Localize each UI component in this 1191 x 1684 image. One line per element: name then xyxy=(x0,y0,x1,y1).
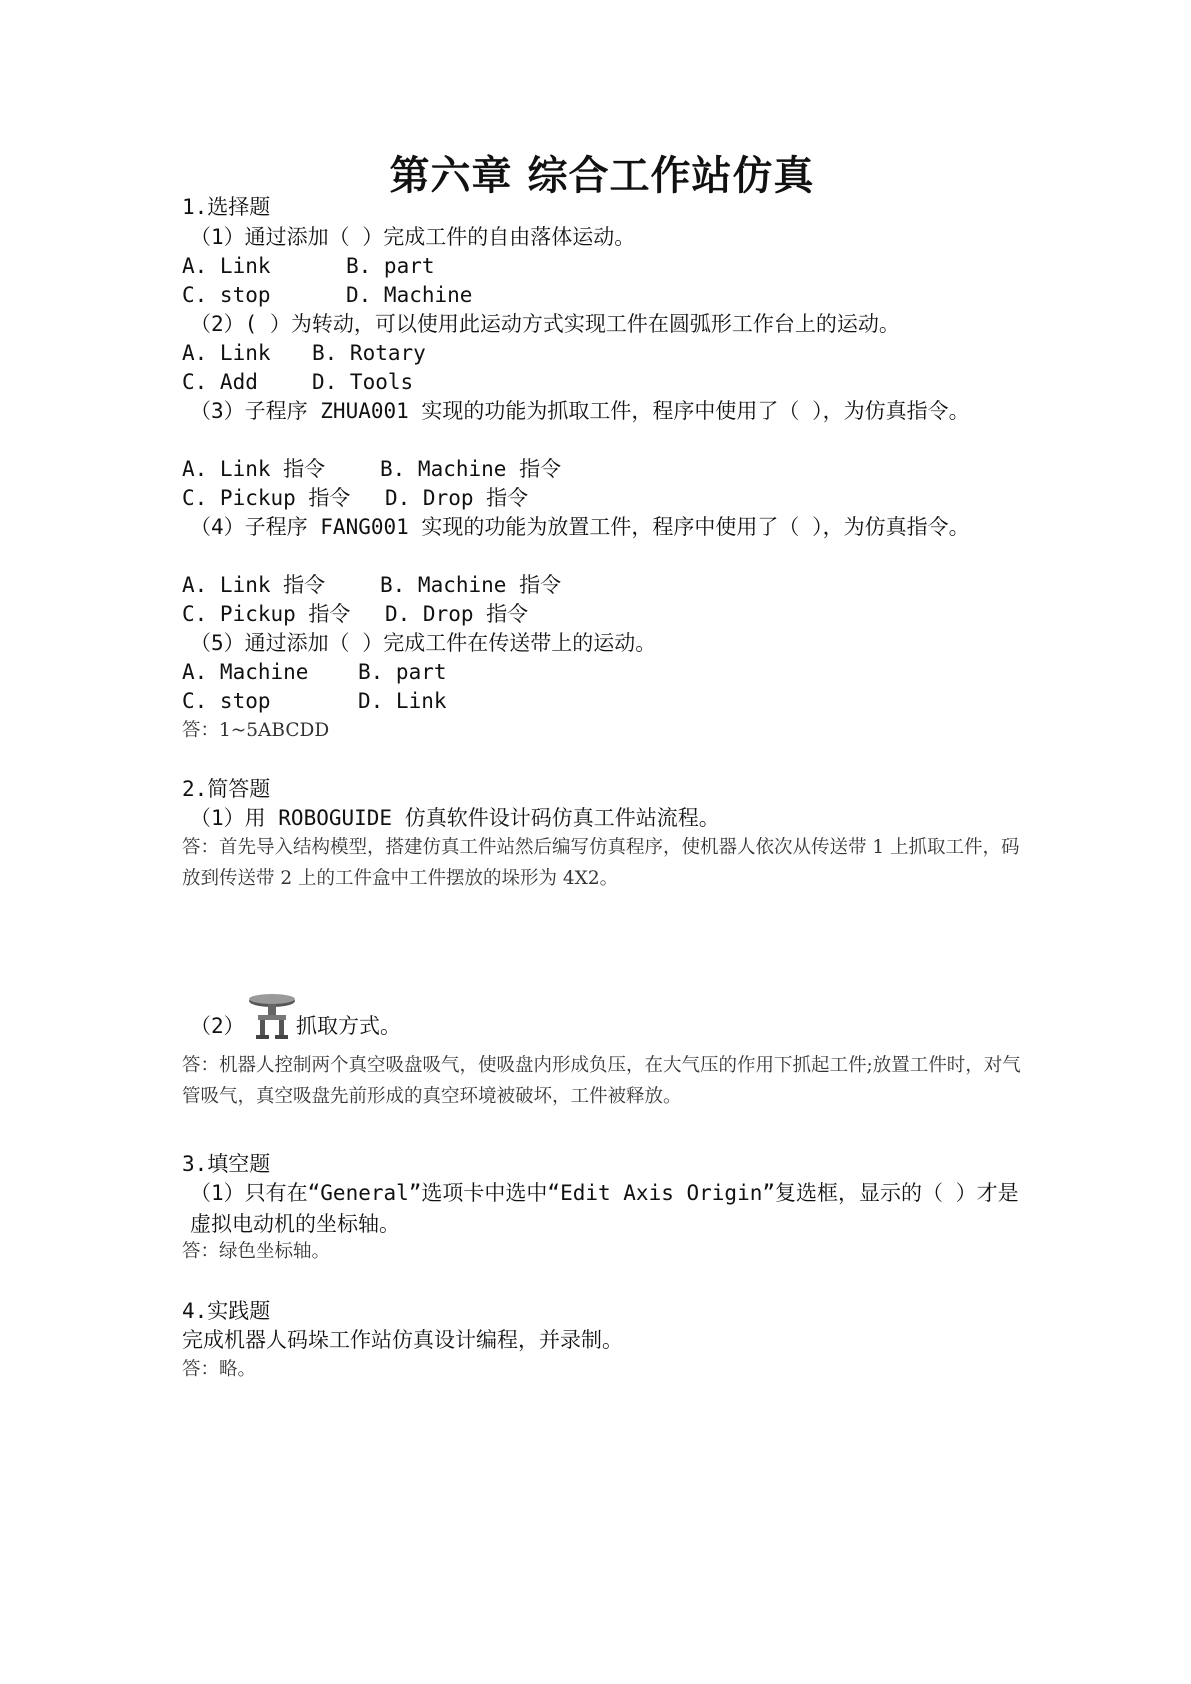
section-heading-short-answer: 2.简答题 xyxy=(182,777,271,801)
chapter-title: 第六章 综合工作站仿真 xyxy=(389,153,815,199)
option-d: D. Machine xyxy=(346,283,473,307)
question-1-4: （4）子程序 FANG001 实现的功能为放置工件，程序中使用了（ ），为仿真指令。 xyxy=(190,515,970,539)
question-1-2: （2）( ）为转动，可以使用此运动方式实现工件在圆弧形工作台上的运动。 xyxy=(190,312,900,336)
section-heading-practice: 4.实践题 xyxy=(182,1299,271,1323)
question-1-1: （1）通过添加（ ）完成工件的自由落体运动。 xyxy=(190,225,636,249)
question-1-5: （5）通过添加（ ）完成工件在传送带上的运动。 xyxy=(190,631,657,655)
option-a: A. Link xyxy=(182,341,271,365)
option-d: D. Link xyxy=(358,689,447,713)
option-c: C. stop xyxy=(182,283,271,307)
answer-1: 答：1~5ABCDD xyxy=(182,720,330,741)
question-2-2-prefix: （2） xyxy=(190,1014,245,1038)
section-heading-fill-blank: 3.填空题 xyxy=(182,1152,271,1176)
option-c: C. Pickup 指令 xyxy=(182,602,351,626)
document-page xyxy=(182,0,1022,1684)
question-2-1: （1）用 ROBOGUIDE 仿真软件设计码仿真工件站流程。 xyxy=(190,806,720,830)
question-2-2-suffix: 抓取方式。 xyxy=(296,1014,401,1038)
option-c: C. Add xyxy=(182,370,258,394)
option-c: C. stop xyxy=(182,689,271,713)
option-b: B. Machine 指令 xyxy=(380,573,562,597)
question-4-1: 完成机器人码垛工作站仿真设计编程，并录制。 xyxy=(182,1328,623,1352)
option-b: B. Rotary xyxy=(312,341,426,365)
option-a: A. Link xyxy=(182,254,271,278)
answer-3-1: 答：绿色坐标轴。 xyxy=(182,1241,331,1262)
option-a: A. Link 指令 xyxy=(182,457,326,481)
option-c: C. Pickup 指令 xyxy=(182,486,351,510)
question-1-3: （3）子程序 ZHUA001 实现的功能为抓取工件，程序中使用了（ ），为仿真指令。 xyxy=(190,399,970,423)
option-d: D. Drop 指令 xyxy=(385,486,529,510)
section-heading-choice: 1.选择题 xyxy=(182,195,271,219)
answer-2-2: 答：机器人控制两个真空吸盘吸气，使吸盘内形成负压，在大气压的作用下抓起工件;放置工件时，对气管吸气，真空吸盘先前形成的真空环境被破坏，工件被释放。 xyxy=(182,1055,1021,1107)
answer-4-1: 答：略。 xyxy=(182,1359,257,1380)
question-3-1: （1）只有在“General”选项卡中选中“Edit Axis Origin”复选框，显示的（ ）才是虚拟电动机的坐标轴。 xyxy=(190,1181,1019,1236)
option-b: B. Machine 指令 xyxy=(380,457,562,481)
option-a: A. Link 指令 xyxy=(182,573,326,597)
option-a: A. Machine xyxy=(182,660,309,684)
answer-2-1: 答：首先导入结构模型，搭建仿真工件站然后编写仿真程序，使机器人依次从传送带 1 上抓取工件，码放到传送带 2 上的工件盒中工件摆放的垛形为 4X2。 xyxy=(182,837,1020,889)
option-d: D. Tools xyxy=(312,370,414,394)
vacuum-gripper-icon xyxy=(246,993,298,1045)
option-d: D. Drop 指令 xyxy=(385,602,529,626)
option-b: B. part xyxy=(346,254,435,278)
option-b: B. part xyxy=(358,660,447,684)
